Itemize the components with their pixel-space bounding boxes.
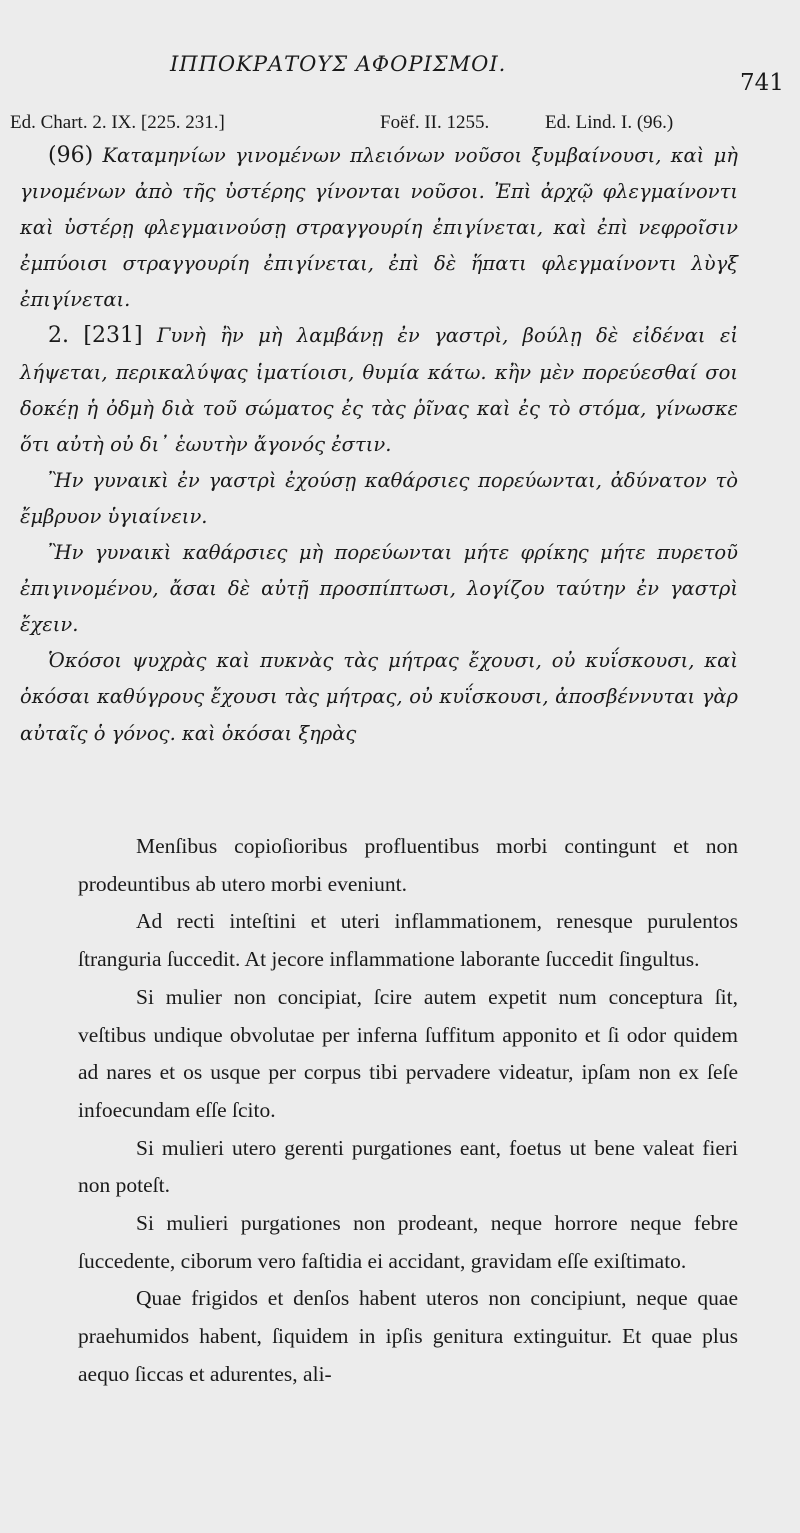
aphorism-text: Καταμηνίων γινομένων πλειόνων νοῦσοι ξυμβαίνουσι, καὶ μὴ γινομένων ἀπὸ τῆς ὑστέρης γίνονται νοῦσοι. — [20, 144, 738, 204]
running-title: ΙΠΠΟΚΡΑΤΟΥΣ ΑΦΟΡΙΣΜΟΙ. — [170, 52, 507, 76]
aphorism-text: Γυνὴ ἢν μὴ λαμβάνῃ ἐν γαστρὶ, βούλῃ δὲ εἰδέναι εἰ λήψεται, περικαλύψας ἱματίοισι, θυμία κάτω. κἢν μὲν πορεύεσθαί σοι δοκέῃ ἡ ὀδμὴ διὰ τοῦ σώματος ἐς τὰς ῥῖνας καὶ ἐς τὸ στόμα, γίνωσκε ὅτι αὐτὴ οὐ δι᾽ ἑωυτὴν ἄγονός ἐστιν. — [20, 324, 738, 456]
page-number: 741 — [740, 70, 784, 96]
aphorism-number: 2. — [48, 323, 69, 349]
greek-aphorism-2 — [20, 318, 738, 462]
latin-paragraph-6: Quae frigidos et denſos habent uteros non concipiunt, neque quae praehumidos habent, ſiquidem in ipſis genitura extinguitur. Et quae plus aequo ſiccas et adurentes, ali- — [78, 1286, 738, 1386]
edition-lind-ref: Ed. Lind. I. (96.) — [545, 112, 674, 133]
aphorism-text: Ἐπὶ ἀρχῷ φλεγμαίνοντι καὶ ὑστέρῃ φλεγμαινούσῃ στραγγουρίη ἐπιγίνεται, καὶ ἐπὶ νεφροῖσιν ἐμπύοισι στραγγουρίη ἐπιγίνεται, ἐπὶ δὲ ἥπατι φλεγμαίνοντι λὺγξ ἐπιγίνεται. — [20, 180, 739, 312]
greek-aphorism-96 — [20, 138, 738, 318]
greek-aphorism-3: Ἢν γυναικὶ ἐν γαστρὶ ἐχούσῃ καθάρσιες πορεύωνται, ἀδύνατον τὸ ἔμβρυον ὑγιαίνειν. — [20, 468, 738, 528]
latin-paragraph-1: Menſibus copioſioribus profluentibus morbi contingunt et non prodeuntibus ab utero morbi eveniunt. — [78, 834, 738, 896]
latin-translation-block — [78, 828, 738, 1394]
aphorism-number: (96) — [48, 143, 94, 168]
greek-text-block — [20, 138, 738, 752]
latin-paragraph-5: Si mulieri purgationes non prodeant, neque horrore neque febre ſuccedente, ciborum vero faſtidia ei accidant, gravidam eſſe exiſtimato. — [78, 1211, 738, 1273]
edition-foes-ref: Foëf. II. 1255. — [380, 112, 490, 133]
greek-aphorism-4: Ἢν γυναικὶ καθάρσιες μὴ πορεύωνται μήτε φρίκης μήτε πυρετοῦ ἐπιγινομένου, ἄσαι δὲ αὐτῇ προσπίπτωσι, λογίζου ταύτην ἐν γαστρὶ ἔχειν. — [20, 541, 738, 637]
latin-paragraph-2: Ad recti inteſtini et uteri inflammationem, renesque purulentos ſtranguria ſuccedit. At jecore inflammatione laborante ſuccedit ſingultus. — [78, 909, 738, 972]
page-reference: [231] — [83, 323, 143, 349]
latin-paragraph-4: Si mulieri utero gerenti purgationes eant, foetus ut bene valeat fieri non poteſt. — [78, 1135, 738, 1198]
latin-paragraph-3: Si mulier non concipiat, ſcire autem expetit num conceptura ſit, veſtibus undique obvolutae per inferna ſuffitum apponito et ſi odor quidem ad nares et os usque per corpus tibi pervadere videatur, ipſam non ex ſeſe infoecundam eſſe ſcito. — [78, 984, 738, 1122]
edition-references — [10, 112, 800, 134]
edition-chart-ref: Ed. Chart. 2. IX. [225. 231.] — [10, 112, 225, 133]
greek-aphorism-5: Ὁκόσοι ψυχρὰς καὶ πυκνὰς τὰς μήτρας ἔχουσι, οὐ κυΐσκουσι, καὶ ὁκόσαι καθύγρους ἔχουσι τὰς μήτρας, οὐ κυΐσκουσι, ἀποσβέννυται γὰρ αὐταῖς ὁ γόνος. καὶ ὁκόσαι ξηρὰς — [20, 649, 738, 745]
